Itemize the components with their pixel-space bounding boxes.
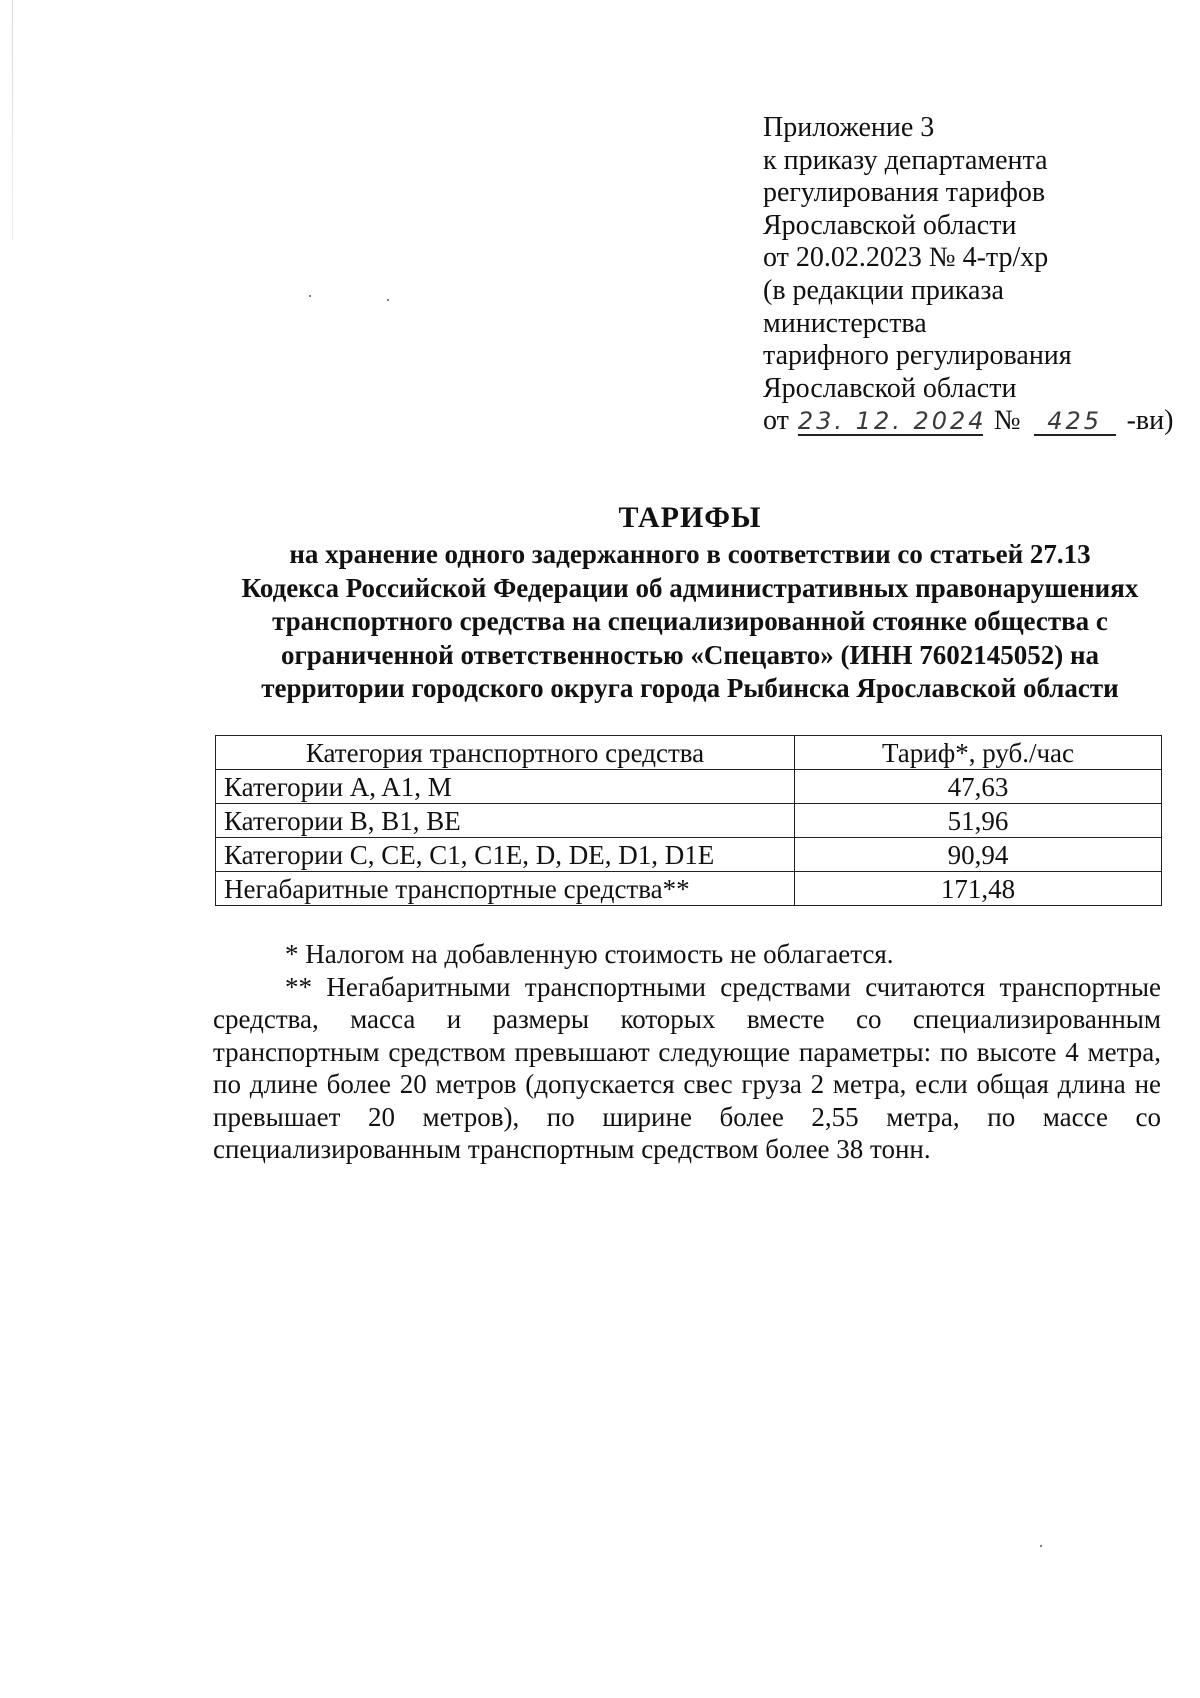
subtitle-line: Кодекса Российской Федерации об административных правонарушениях bbox=[241, 572, 1139, 603]
appendix-line: регулирования тарифов bbox=[763, 177, 1046, 209]
category-cell: Категории B, B1, BE bbox=[216, 804, 795, 838]
rate-cell: 51,96 bbox=[795, 804, 1162, 838]
subtitle-line: транспортного средства на специализированной стоянке общества с bbox=[272, 606, 1108, 636]
appendix-header bbox=[763, 112, 1173, 438]
oversize-footnote: ** Негабаритными транспортными средствами считаются транспортные средства, масса и размеры которых вместе со специализированным транспортным средством превышают следующие параметры: по высоте 4 метра, по длине более 20 метров (допускается свес груза 2 метра, если общая длина не превышает 20 метров), по ширине более 2,55 метра, по массе со специализированным транспортным средством более 38 тонн. bbox=[213, 971, 1161, 1164]
appendix-line: к приказу департамента bbox=[763, 144, 1048, 176]
category-cell: Негабаритные транспортные средства** bbox=[216, 872, 795, 906]
handwritten-date: 23. 12. 2024 bbox=[797, 407, 987, 436]
table-header-row bbox=[216, 736, 1162, 770]
vat-footnote: * Налогом на добавленную стоимость не облагается. bbox=[285, 939, 894, 969]
subtitle-line: ограниченной ответственностью «Спецавто» (ИНН 7602145052) на bbox=[280, 639, 1100, 670]
scan-speck bbox=[387, 299, 389, 301]
table-row bbox=[216, 804, 1162, 838]
appendix-line: министерства bbox=[763, 307, 927, 339]
rate-cell: 90,94 bbox=[795, 838, 1162, 872]
category-cell: Категории C, CE, C1, C1E, D, DE, D1, D1E bbox=[216, 838, 795, 872]
subtitle-line: на хранение одного задержанного в соответствии со статьей 27.13 bbox=[289, 539, 1091, 569]
category-cell: Категории A, A1, M bbox=[216, 770, 795, 804]
order-prefix: от bbox=[763, 405, 789, 437]
appendix-order-reference bbox=[763, 405, 1173, 438]
rate-cell: 47,63 bbox=[795, 770, 1162, 804]
document-subtitle bbox=[185, 538, 1195, 706]
handwritten-order-number: 425 bbox=[1034, 408, 1116, 436]
appendix-line: от 20.02.2023 № 4-тр/хр bbox=[763, 242, 1049, 274]
appendix-line: (в редакции приказа bbox=[763, 274, 1004, 306]
scan-speck bbox=[1040, 1545, 1042, 1547]
tariff-table bbox=[215, 735, 1162, 906]
order-suffix: -ви) bbox=[1126, 405, 1174, 437]
appendix-line: тарифного регулирования bbox=[763, 340, 1072, 372]
scan-speck bbox=[309, 295, 311, 297]
scan-edge-line bbox=[12, 0, 13, 240]
rate-cell: 171,48 bbox=[795, 872, 1162, 906]
subtitle-line: территории городского округа города Рыбинска Ярославской области bbox=[261, 673, 1119, 703]
appendix-line: Ярославской области bbox=[763, 372, 1017, 404]
appendix-line: Ярославской области bbox=[763, 209, 1017, 241]
footnotes bbox=[213, 938, 1161, 1166]
document-title-block bbox=[185, 500, 1195, 706]
appendix-line: Приложение 3 bbox=[763, 112, 935, 143]
table-row bbox=[216, 838, 1162, 872]
column-header-category: Категория транспортного средства bbox=[216, 736, 795, 770]
document-title: ТАРИФЫ bbox=[618, 501, 762, 534]
number-sign: № bbox=[993, 405, 1021, 437]
table-row bbox=[216, 770, 1162, 804]
table-row bbox=[216, 872, 1162, 906]
column-header-rate: Тариф*, руб./час bbox=[795, 736, 1162, 770]
